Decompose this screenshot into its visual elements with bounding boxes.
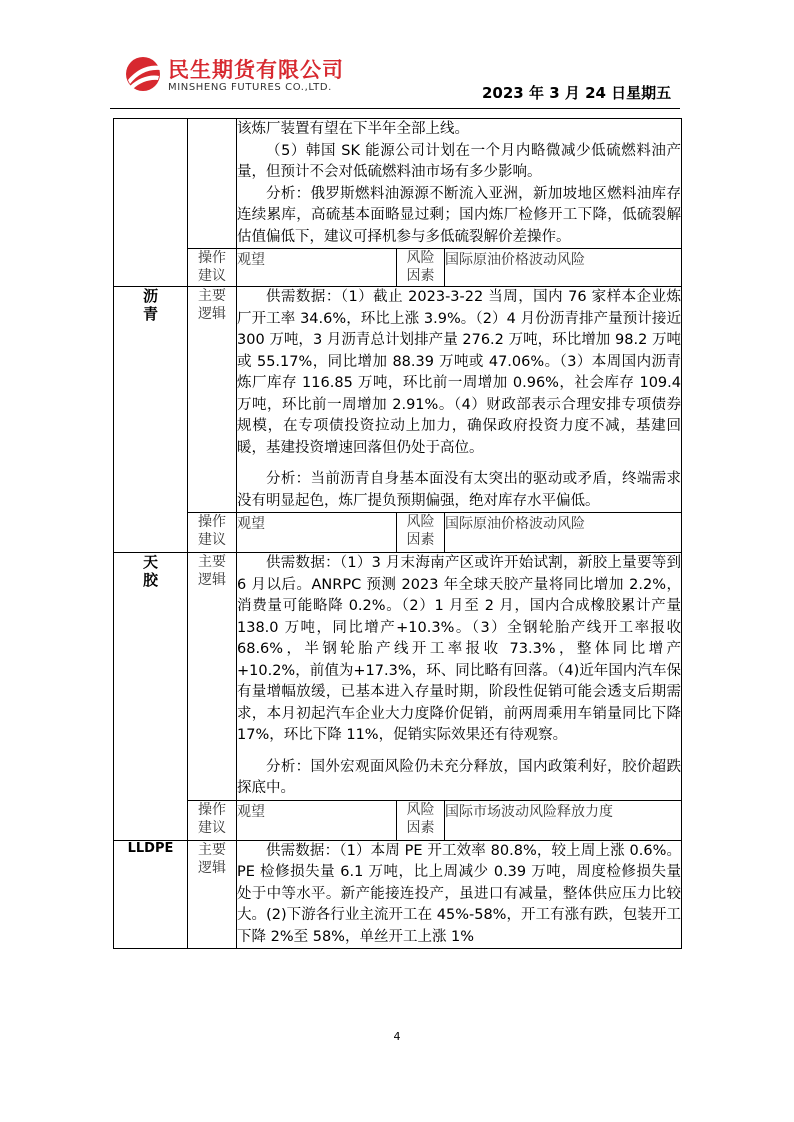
logic-text-lldpe (237, 840, 682, 949)
category-name: 沥 青 (142, 287, 158, 323)
logic-text-asphalt (237, 287, 682, 513)
logic-label: 主要 逻辑 (188, 287, 237, 513)
company-name-cn: 民生期货有限公司 (168, 58, 344, 82)
category-cell-top (114, 119, 188, 287)
section-asphalt-logic (114, 287, 682, 513)
risk-value: 国际原油价格波动风险 (445, 249, 682, 287)
section-top-ops (114, 249, 682, 287)
ops-value: 观望 (237, 249, 397, 287)
ops-value: 观望 (237, 800, 397, 840)
ops-label: 操作 建议 (188, 249, 237, 287)
rubber-supply-demand: 供需数据：（1）3 月末海南产区或许开始试割，新胶上量要等到 6 月以后。ANRPC 预测 2023 年全球天胶产量将同比增加 2.2%，消费量可能略降 0.2%。（2）1 月至 2 月，国内合成橡胶累计产量 138.0 万吨，同比增产+10.3%。（3）全钢轮胎产线开工率报收 68.6%，半钢轮胎产线开工率报收 73.3%，整体同比增产+10.2%，前值为+17.3%，环、同比略有回落。（4)近年国内汽车保有量增幅放缓，已基本进入存量时期，阶段性促销可能会透支后期需求，本月初起汽车企业大力度降价促销，前两周乘用车销量同比下降 17%，环比下降 11%，促销实际效果还有待观察。 (237, 555, 681, 743)
risk-label: 风险 因素 (397, 513, 445, 553)
logic-text-top (237, 119, 682, 249)
top-para-1: 该炼厂装置有望在下半年全部上线。 (237, 121, 469, 137)
ops-label: 操作 建议 (188, 800, 237, 840)
company-name-en: MINSHENG FUTURES CO.,LTD. (168, 82, 332, 93)
category-name: 天 胶 (142, 553, 158, 589)
risk-value: 国际原油价格波动风险 (445, 513, 682, 553)
logic-label-top (188, 119, 237, 249)
company-logo (124, 52, 364, 102)
top-para-3: 分析：俄罗斯燃料油源源不断流入亚洲，新加坡地区燃料油库存连续累库，高硫基本面略显过剩；国内炼厂检修开工下降，低硫裂解估值偏低下，建议可择机参与多低硫裂解价差操作。 (237, 185, 681, 245)
category-name: LLDPE (127, 840, 174, 856)
asphalt-analysis: 分析：当前沥青自身基本面没有太突出的驱动或矛盾，终端需求没有明显起色，炼厂提负预期偏强，绝对库存水平偏低。 (237, 471, 681, 509)
category-asphalt (114, 287, 188, 553)
logic-label: 主要 逻辑 (188, 840, 237, 949)
header-divider (110, 108, 680, 109)
logic-text-rubber (237, 553, 682, 801)
report-date: 2023 年 3 月 24 日星期五 (482, 84, 672, 102)
ops-label: 操作 建议 (188, 513, 237, 553)
risk-value: 国际市场波动风险释放力度 (445, 800, 682, 840)
category-lldpe (114, 840, 188, 949)
lldpe-supply-demand: 供需数据：（1）本周 PE 开工效率 80.8%，较上周上涨 0.6%。PE 检修损失量 6.1 万吨，比上周减少 0.39 万吨，周度检修损失量处于中等水平。新产能接连投产，虽进口有减量，整体供应压力比较大。(2)下游各行业主流开工在 45%-58%，开工有涨有跌，包装开工下降 2%至 58%，单丝开工上涨 1% (237, 842, 681, 945)
rubber-analysis: 分析：国外宏观面风险仍未充分释放，国内政策利好，胶价超跌探底中。 (237, 758, 681, 796)
risk-label: 风险 因素 (397, 249, 445, 287)
ops-value: 观望 (237, 513, 397, 553)
category-rubber (114, 553, 188, 841)
section-top-logic (114, 119, 682, 249)
page-number: 4 (393, 1030, 401, 1043)
risk-label: 风险 因素 (397, 800, 445, 840)
top-para-2: （5）韩国 SK 能源公司计划在一个月内略微减少低硫燃料油产量，但预计不会对低硫燃料油市场有多少影响。 (237, 142, 681, 180)
section-rubber-ops (114, 800, 682, 840)
section-lldpe-logic (114, 840, 682, 949)
section-asphalt-ops (114, 513, 682, 553)
minsheng-logo-icon (124, 56, 162, 92)
asphalt-supply-demand: 供需数据：（1）截止 2023-3-22 当周，国内 76 家样本企业炼厂开工率 34.6%，环比上涨 3.9%。（2）4 月份沥青排产量预计接近 300 万吨，3 月沥青总计划排产量 276.2 万吨，环比增加 98.2 万吨或 55.17%，同比增加 88.39 万吨或 47.06%。（3）本周国内沥青炼厂库存 116.85 万吨，环比前一周增加 0.96%，社会库存 109.4 万吨，环比前一周增加 2.91%。（4）财政部表示合理安排专项债券规模，在专项债投资拉动上加力，确保政府投资力度不减，基建回暖，基建投资增速回落但仍处于高位。 (237, 289, 681, 456)
section-rubber-logic (114, 553, 682, 801)
commodity-table (113, 118, 682, 949)
logic-label: 主要 逻辑 (188, 553, 237, 801)
